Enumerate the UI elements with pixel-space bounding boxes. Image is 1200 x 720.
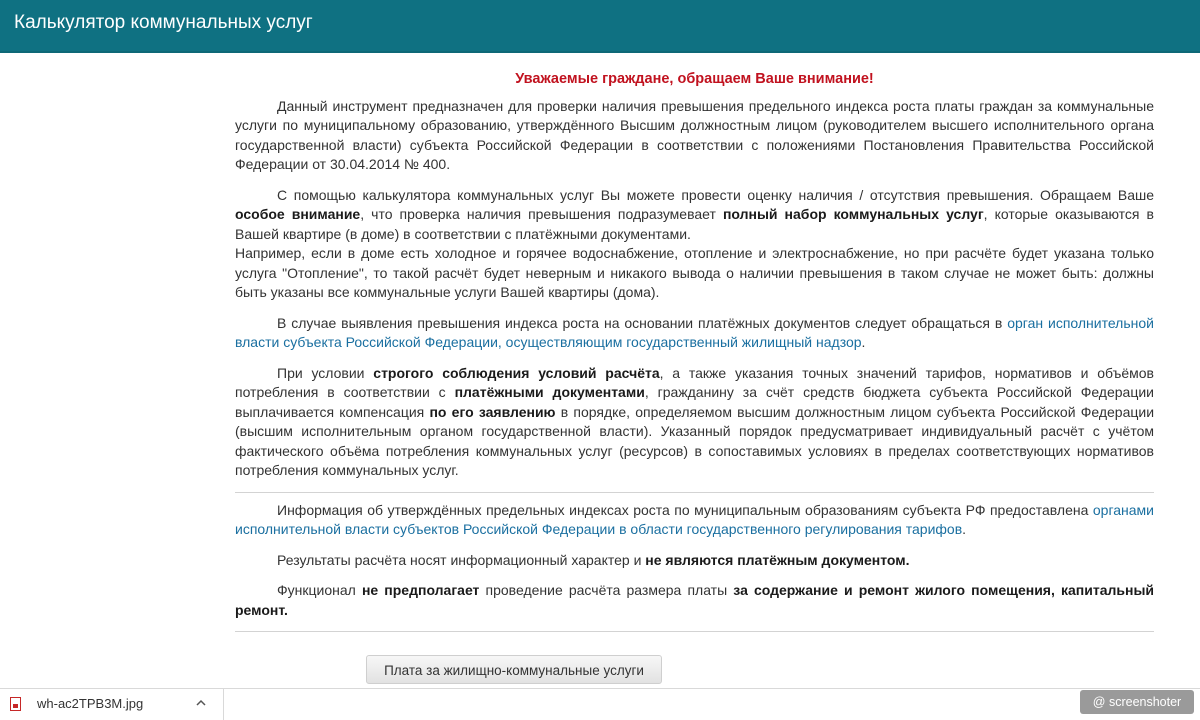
tariff-authorities-link[interactable]: органами исполнительной власти субъектов Российской Федерации в области государственного регулирования тарифов bbox=[235, 501, 1154, 537]
alert-heading: Уважаемые граждане, обращаем Ваше внимание! bbox=[515, 71, 874, 87]
divider bbox=[235, 492, 1154, 493]
chevron-up-icon[interactable] bbox=[194, 696, 208, 710]
paragraph-disclaimer: Результаты расчёта носят информационный характер и не являются платёжным документом. bbox=[277, 551, 910, 568]
paragraph-indices-info: Информация об утверждённых предельных индексах роста по муниципальным образованиям субъекта РФ предоставлена органами исполнительной власти субъектов Российской Федерации в области государственного регулирования тарифов. bbox=[235, 501, 1154, 537]
screenshoter-watermark bbox=[1080, 690, 1194, 714]
supervision-link[interactable]: орган исполнительной власти субъекта Российской Федерации, осуществляющим государственный жилищный надзор bbox=[235, 314, 1154, 350]
paragraph-compensation: При условии строгого соблюдения условий расчёта, а также указания точных значений тарифов, нормативов и объёмов потребления в соответствии с платёжными документами, гражданину за счёт средств бюджета субъекта Российской Федерации выплачивается компенсация по его заявлению в порядке, определяемом высшим должностным лицом субъекта Российской Федерации (высшим исполнительным органом государственной власти). Указанный порядок предусматривает индивидуальный расчёт с учётом фактического объёма потребления коммунальных услуг (ресурсов) в сопоставимых условиях в пределах соответствующих нормативов потребления коммунальных услуг. bbox=[235, 364, 1155, 478]
page-title: Калькулятор коммунальных услуг bbox=[14, 12, 313, 33]
download-file-name: wh-ac2TPB3M.jpg bbox=[37, 696, 144, 711]
paragraph-supervision: В случае выявления превышения индекса роста на основании платёжных документов следует обращаться в орган исполнительной власти субъекта Российской Федерации, осуществляющим государственный жилищный надзор. bbox=[235, 314, 1154, 350]
file-icon bbox=[10, 697, 21, 711]
watermark-text: screenshoter bbox=[1108, 695, 1182, 709]
at-icon: @ bbox=[1092, 695, 1106, 709]
main-content bbox=[235, 70, 1154, 640]
download-item[interactable] bbox=[0, 689, 224, 720]
paragraph-full-set: С помощью калькулятора коммунальных услуг Вы можете провести оценку наличия / отсутствия превышения. Обращаем Ваше особое внимание, что проверка наличия превышения подразумевает полный набор коммунальных услуг, которые оказываются в Вашей квартире (в доме) в соответствии с платёжными документами. bbox=[235, 186, 1154, 242]
app-header bbox=[0, 0, 1200, 53]
housing-utilities-payment-button[interactable]: Плата за жилищно-коммунальные услуги bbox=[366, 655, 662, 684]
divider-bottom bbox=[235, 631, 1154, 632]
paragraph-scope: Функционал не предполагает проведение расчёта размера платы за содержание и ремонт жилого помещения, капитальный ремонт. bbox=[235, 582, 1155, 618]
paragraph-purpose: Данный инструмент предназначен для проверки наличия превышения предельного индекса роста платы граждан за коммунальные услуги по муниципальному образованию, утверждённого Высшим должностным лицом (руководителем высшего исполнительного органа государственной власти) субъекта Российской Федерации в соответствии с положениями Постановления Правительства Российской Федерации от 30.04.2014 № 400. bbox=[235, 97, 1154, 172]
download-bar bbox=[0, 688, 1200, 720]
paragraph-example: Например, если в доме есть холодное и горячее водоснабжение, отопление и электроснабжение, но при расчёте будет указана только услуга "Отопление", то такой расчёт будет неверным и никакого вывода о наличии превышения в таком случае не может быть: должны быть указаны все коммунальные услуги Вашей квартиры (дома). bbox=[235, 245, 1154, 300]
